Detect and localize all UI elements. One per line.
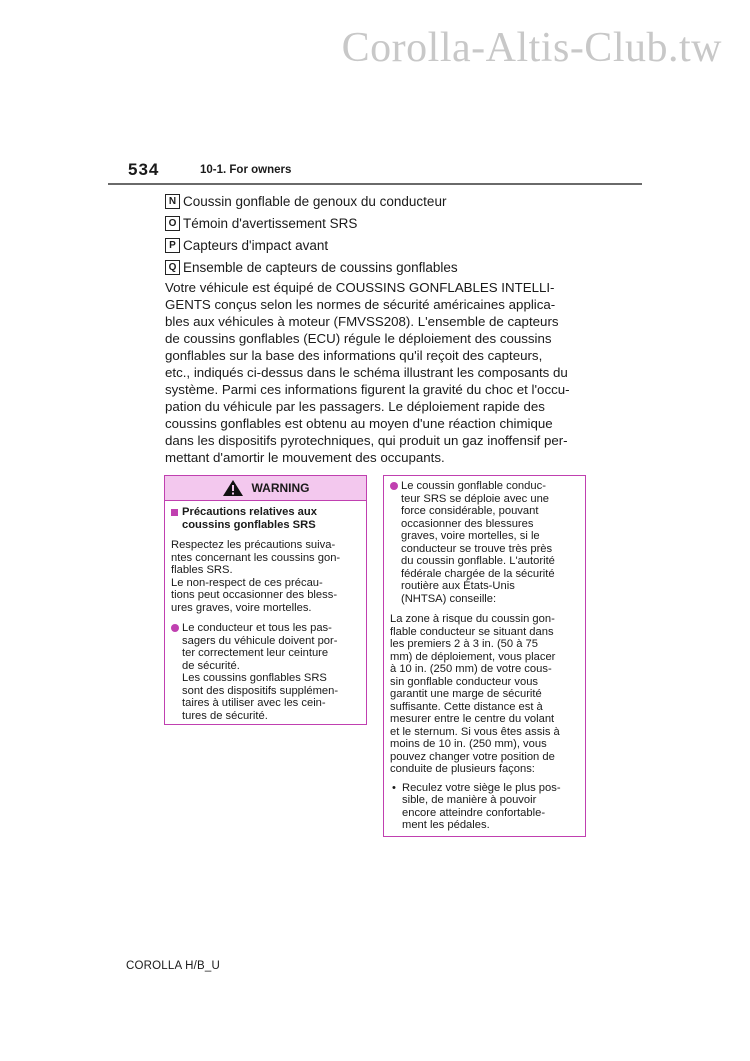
text-line: sont des dispositifs supplémen- bbox=[182, 684, 339, 697]
text-line: force considérable, pouvant bbox=[401, 505, 539, 517]
legend-key: Q bbox=[165, 260, 180, 275]
legend-item bbox=[165, 256, 595, 278]
text-line: ures graves, voire mortelles. bbox=[171, 601, 312, 614]
text-line: conduite de plusieurs façons: bbox=[390, 763, 535, 775]
text-line: Précautions relatives aux bbox=[182, 506, 317, 518]
text-line: encore atteindre confortable- bbox=[402, 806, 546, 819]
warning-list-item bbox=[390, 480, 580, 605]
text-line: sin gonflable conducteur vous bbox=[390, 675, 539, 688]
text-line: flable conducteur se situant dans bbox=[390, 625, 554, 638]
footer-model-code: COROLLA H/B_U bbox=[126, 960, 220, 972]
text-line: garantit une marge de sécurité bbox=[390, 688, 542, 700]
legend-key: O bbox=[165, 216, 180, 231]
text-line: fédérale chargée de la sécurité bbox=[401, 567, 555, 580]
text-line: etc., indiqués ci-dessus dans le schéma illustrant les composants du bbox=[165, 365, 568, 380]
warning-box-left bbox=[164, 475, 367, 725]
text-line: bles aux véhicules à moteur (FMVSS208). L'ensemble de capteurs bbox=[165, 314, 559, 329]
legend-key: P bbox=[165, 238, 180, 253]
header-rule bbox=[108, 183, 642, 185]
warning-subtitle bbox=[171, 506, 361, 531]
text-line: ntes concernant les coussins gon- bbox=[171, 551, 341, 564]
square-bullet-icon bbox=[171, 509, 178, 516]
legend-item bbox=[165, 212, 595, 234]
text-line: Le conducteur et tous les pas- bbox=[182, 622, 332, 634]
text-line: mettant d'amortir le mouvement des occupants. bbox=[165, 450, 445, 465]
section-title: 10-1. For owners bbox=[200, 164, 292, 176]
bullet-text bbox=[402, 782, 561, 832]
legend-label: Ensemble de capteurs de coussins gonflables bbox=[183, 259, 458, 275]
legend-item bbox=[165, 190, 595, 212]
legend-label: Témoin d'avertissement SRS bbox=[183, 215, 358, 231]
text-line: suffisante. Cette distance est à bbox=[390, 700, 543, 713]
bullet-dot: • bbox=[392, 781, 396, 794]
text-line: pouvez changer votre position de bbox=[390, 750, 555, 763]
text-line: conducteur se trouve très près bbox=[401, 542, 553, 555]
warning-item-text bbox=[182, 622, 338, 722]
text-line: ter correctement leur ceinture bbox=[182, 647, 329, 659]
text-line: (NHTSA) conseille: bbox=[401, 592, 497, 605]
text-line: coussins gonflables est obtenu au moyen d'une réaction chimique bbox=[165, 416, 553, 431]
text-line: mesurer entre le centre du volant bbox=[390, 713, 555, 725]
legend-key: N bbox=[165, 194, 180, 209]
text-line: Votre véhicule est équipé de COUSSINS GONFLABLES INTELLI- bbox=[165, 280, 555, 295]
legend-label: Capteurs d'impact avant bbox=[183, 237, 329, 253]
text-line: Les coussins gonflables SRS bbox=[182, 672, 327, 684]
text-line: Reculez votre siège le plus pos- bbox=[402, 781, 561, 794]
text-line: GENTS conçus selon les normes de sécurité américaines applica- bbox=[165, 297, 556, 312]
bullet-list-item bbox=[390, 782, 580, 832]
warning-title: WARNING bbox=[251, 481, 310, 495]
text-line: moins de 10 in. (250 mm), vous bbox=[390, 738, 547, 750]
warning-paragraph bbox=[171, 539, 361, 614]
text-line: graves, voire mortelles, si le bbox=[401, 530, 540, 542]
text-line: taires à utiliser avec les cein- bbox=[182, 697, 326, 709]
text-line: du coussin gonflable. L'autorité bbox=[401, 555, 555, 567]
text-line: de coussins gonflables (ECU) régule le déploiement des coussins bbox=[165, 331, 552, 346]
text-line: de sécurité. bbox=[182, 659, 240, 672]
text-line: occasionner des blessures bbox=[401, 517, 534, 530]
warning-list-item bbox=[171, 622, 361, 722]
warning-subtitle-text bbox=[182, 506, 317, 531]
legend-label: Coussin gonflable de genoux du conducteur bbox=[183, 193, 447, 209]
text-line: mm) de déploiement, vous placer bbox=[390, 650, 556, 663]
text-line: teur SRS se déploie avec une bbox=[401, 492, 550, 505]
text-line: ment les pédales. bbox=[402, 819, 490, 831]
text-line: les premiers 2 à 3 in. (50 à 75 bbox=[390, 638, 538, 650]
text-line: coussins gonflables SRS bbox=[182, 518, 316, 531]
text-line: Le non-respect de ces précau- bbox=[171, 576, 323, 589]
text-line: tures de sécurité. bbox=[182, 709, 268, 722]
warning-box-right bbox=[383, 475, 586, 837]
text-line: et le sternum. Si vous êtes assis à bbox=[390, 725, 560, 738]
legend-item bbox=[165, 234, 595, 256]
circle-bullet-icon bbox=[171, 624, 179, 632]
component-legend bbox=[165, 190, 595, 278]
text-line: flables SRS. bbox=[171, 564, 233, 576]
text-line: La zone à risque du coussin gon- bbox=[390, 613, 555, 625]
circle-bullet-icon bbox=[390, 482, 398, 490]
text-line: système. Parmi ces informations figurent la gravité du choc et l'occu- bbox=[165, 382, 570, 397]
text-line: sible, de manière à pouvoir bbox=[402, 794, 537, 806]
text-line: dans les dispositifs pyrotechniques, qui produit un gaz inoffensif per- bbox=[165, 433, 568, 448]
intro-paragraph bbox=[165, 279, 590, 466]
page-number: 534 bbox=[128, 160, 160, 179]
text-line: Le coussin gonflable conduc- bbox=[401, 480, 546, 492]
watermark: Corolla-Altis-Club.tw bbox=[341, 25, 722, 71]
text-line: Respectez les précautions suiva- bbox=[171, 539, 336, 551]
text-line: sagers du véhicule doivent por- bbox=[182, 634, 338, 647]
warning-header bbox=[165, 476, 366, 501]
warning-paragraph bbox=[390, 613, 580, 776]
text-line: à 10 in. (250 mm) de votre cous- bbox=[390, 663, 552, 675]
text-line: routière aux États-Unis bbox=[401, 580, 515, 592]
text-line: tions peut occasionner des bless- bbox=[171, 589, 338, 601]
warning-item-text bbox=[401, 480, 555, 605]
text-line: pation du véhicule par les passagers. Le déploiement rapide des bbox=[165, 399, 545, 414]
text-line: gonflables sur la base des informations qu'il reçoit des capteurs, bbox=[165, 348, 543, 363]
warning-triangle-icon bbox=[222, 479, 244, 497]
